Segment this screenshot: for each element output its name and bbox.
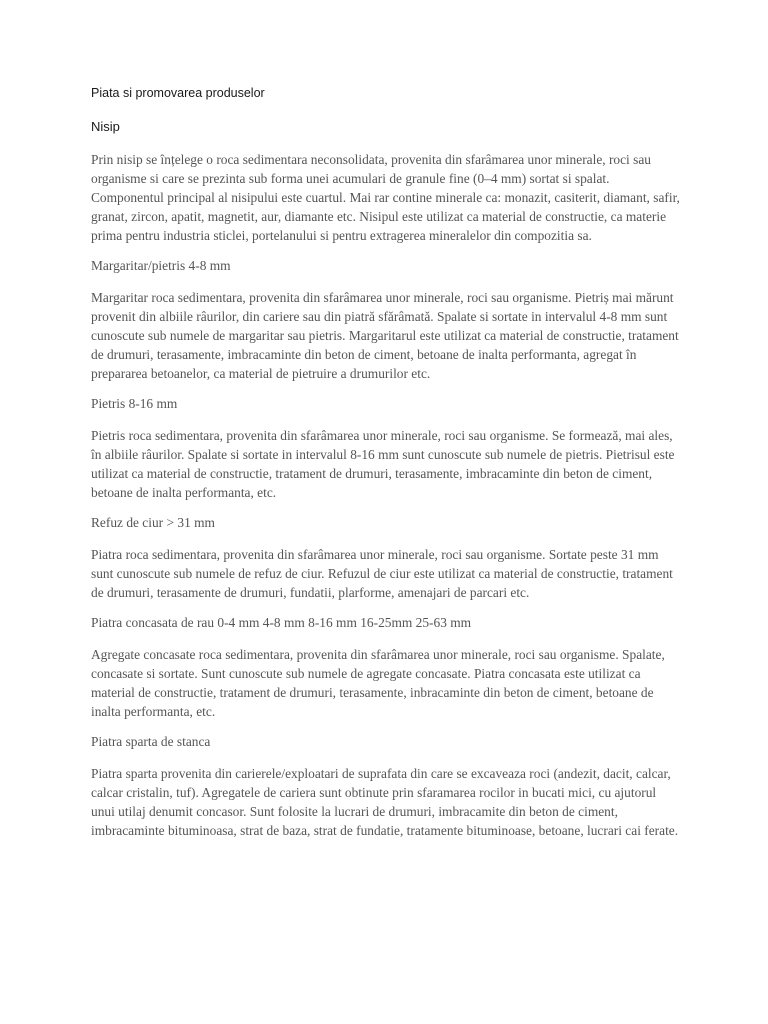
paragraph-margaritar: Margaritar roca sedimentara, provenita din sfarâmarea unor minerale, roci sau organisme. Pietriș mai mărunt provenit din albiile râurilor, din cariere sau din piatră sfărâmată. Spalate si sortate in intervalul 4-8 mm sunt cunoscute sub numele de margaritar sau pietris. Margaritarul este utilizat ca material de constructie, tratament de drumuri, terasamente, imbracaminte din beton de ciment, betoane de inalta performanta, agregat în prepararea betoanelor, ca material de pietruire a drumurilor etc. bbox=[91, 290, 679, 381]
document-title: Piata si promovarea produselor bbox=[91, 86, 265, 100]
section-heading-pietris: Pietris 8-16 mm bbox=[91, 396, 178, 411]
section-heading-piatra-concasata: Piatra concasata de rau 0-4 mm 4-8 mm 8-16 mm 16-25mm 25-63 mm bbox=[91, 615, 472, 630]
paragraph-pietris: Pietris roca sedimentara, provenita din sfarâmarea unor minerale, roci sau organisme. Se formează, mai ales, în albiile râurilor. Spalate si sortate in intervalul 8-16 mm sunt cunoscute sub numele de pietris. Pietrisul este utilizat ca material de constructie, tratament de drumuri, terasamente, imbracaminte din beton de ciment, betoane de inalta performanta, etc. bbox=[91, 428, 675, 500]
paragraph-piatra-concasata: Agregate concasate roca sedimentara, provenita din sfarâmarea unor minerale, roci sau organisme. Spalate, concasate si sortate. Sunt cunoscute sub numele de agregate concasate. Piatra concasata este utilizat ca material de constructie, tratament de drumuri, terasamente, inbracaminte din beton de ciment, betoane de inalta performanta, etc. bbox=[91, 647, 665, 719]
section-heading-nisip: Nisip bbox=[91, 119, 120, 134]
section-heading-refuz-de-ciur: Refuz de ciur > 31 mm bbox=[91, 515, 215, 530]
paragraph-piatra-sparta: Piatra sparta provenita din carierele/exploatari de suprafata din care se excaveaza roci (andezit, dacit, calcar, calcar cristalin, tuf). Agregatele de cariera sunt obtinute prin sfaramarea rocilor in bucati mici, cu ajutorul unui utilaj denumit concasor. Sunt folosite la lucrari de drumuri, imbracamite din beton de ciment, imbracaminte bituminoasa, strat de baza, strat de fundatie, tratamente bituminoase, betoane, lucrari cai ferate. bbox=[91, 766, 679, 838]
section-heading-margaritar: Margaritar/pietris 4-8 mm bbox=[91, 258, 231, 273]
section-heading-piatra-sparta: Piatra sparta de stanca bbox=[91, 734, 211, 749]
paragraph-nisip: Prin nisip se înțelege o roca sedimentara neconsolidata, provenita din sfarâmarea unor minerale, roci sau organisme si care se prezinta sub forma unei acumulari de granule fine (0–4 mm) sortat si spalat. Componentul principal al nisipului este cuartul. Mai rar contine minerale ca: monazit, casiterit, diamant, safir, granat, zircon, apatit, magnetit, aur, diamante etc. Nisipul este utilizat ca material de constructie, ca materie prima pentru industria sticlei, portelanului si pentru extragerea mineralelor din compozitia sa. bbox=[91, 152, 680, 243]
paragraph-refuz-de-ciur: Piatra roca sedimentara, provenita din sfarâmarea unor minerale, roci sau organisme. Sortate peste 31 mm sunt cunoscute sub numele de refuz de ciur. Refuzul de ciur este utilizat ca material de constructie, tratament de drumuri, terasamente de drumuri, fundatii, plarforme, amenajari de parcari etc. bbox=[91, 547, 673, 600]
document-body bbox=[91, 84, 681, 852]
